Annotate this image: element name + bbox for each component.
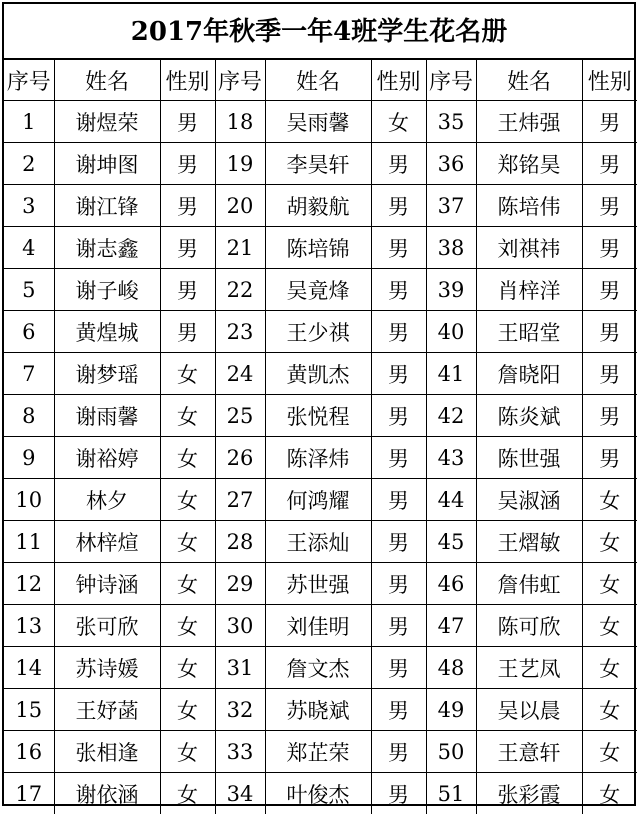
- student-name: 王昭堂: [476, 311, 582, 353]
- student-number: 12: [4, 563, 54, 605]
- table-row: [4, 311, 637, 353]
- student-gender: 男: [371, 647, 426, 689]
- table-row: [4, 353, 637, 395]
- student-name: 吴以晨: [476, 689, 582, 731]
- header-gender: 性别: [582, 60, 637, 101]
- student-name: 黄煌城: [54, 311, 160, 353]
- student-gender: 男: [371, 521, 426, 563]
- student-name: 李昊轩: [265, 143, 371, 185]
- student-gender: 男: [371, 311, 426, 353]
- student-name: 王艺凤: [476, 647, 582, 689]
- student-number: 10: [4, 479, 54, 521]
- student-number: 7: [4, 353, 54, 395]
- student-name: 苏晓斌: [265, 689, 371, 731]
- student-gender: 女: [582, 479, 637, 521]
- student-gender: 男: [371, 563, 426, 605]
- student-name: 刘佳明: [265, 605, 371, 647]
- student-gender: 男: [582, 101, 637, 143]
- header-gender: 性别: [160, 60, 215, 101]
- student-gender: 男: [582, 311, 637, 353]
- student-gender: 女: [160, 731, 215, 773]
- table-row: [4, 227, 637, 269]
- student-number: 19: [215, 143, 265, 185]
- student-number: 40: [426, 311, 476, 353]
- student-gender: 女: [582, 521, 637, 563]
- student-gender: 女: [160, 773, 215, 814]
- student-name: 王添灿: [265, 521, 371, 563]
- student-number: 48: [426, 647, 476, 689]
- student-number: 35: [426, 101, 476, 143]
- student-number: 34: [215, 773, 265, 814]
- student-number: 36: [426, 143, 476, 185]
- student-name: 吴竟烽: [265, 269, 371, 311]
- student-number: 5: [4, 269, 54, 311]
- table-row: [4, 269, 637, 311]
- student-number: 27: [215, 479, 265, 521]
- student-gender: 女: [582, 647, 637, 689]
- student-number: 32: [215, 689, 265, 731]
- student-number: 13: [4, 605, 54, 647]
- student-gender: 男: [371, 395, 426, 437]
- student-name: 谢梦瑶: [54, 353, 160, 395]
- student-name: 林夕: [54, 479, 160, 521]
- student-gender: 男: [371, 269, 426, 311]
- student-gender: 男: [582, 353, 637, 395]
- student-name: 谢江锋: [54, 185, 160, 227]
- student-name: 陈培锦: [265, 227, 371, 269]
- student-gender: 男: [371, 185, 426, 227]
- student-number: 30: [215, 605, 265, 647]
- header-name: 姓名: [476, 60, 582, 101]
- student-name: 苏诗媛: [54, 647, 160, 689]
- table-row: [4, 437, 637, 479]
- student-number: 44: [426, 479, 476, 521]
- student-gender: 男: [160, 101, 215, 143]
- header-number: 序号: [215, 60, 265, 101]
- student-name: 谢依涵: [54, 773, 160, 814]
- student-name: 王炜强: [476, 101, 582, 143]
- header-row: [4, 60, 637, 101]
- student-name: 苏世强: [265, 563, 371, 605]
- student-name: 陈世强: [476, 437, 582, 479]
- student-gender: 男: [160, 227, 215, 269]
- header-number: 序号: [426, 60, 476, 101]
- student-number: 4: [4, 227, 54, 269]
- student-name: 陈泽炜: [265, 437, 371, 479]
- student-gender: 女: [582, 563, 637, 605]
- student-gender: 男: [582, 185, 637, 227]
- student-name: 郑芷荣: [265, 731, 371, 773]
- table-row: [4, 563, 637, 605]
- student-gender: 女: [160, 437, 215, 479]
- student-number: 33: [215, 731, 265, 773]
- student-gender: 男: [582, 395, 637, 437]
- student-name: 刘祺祎: [476, 227, 582, 269]
- table-row: [4, 605, 637, 647]
- student-name: 张相逢: [54, 731, 160, 773]
- student-gender: 男: [582, 269, 637, 311]
- student-gender: 女: [160, 521, 215, 563]
- table-row: [4, 689, 637, 731]
- student-gender: 女: [160, 353, 215, 395]
- student-number: 6: [4, 311, 54, 353]
- table-row: [4, 731, 637, 773]
- student-number: 28: [215, 521, 265, 563]
- header-name: 姓名: [265, 60, 371, 101]
- student-number: 45: [426, 521, 476, 563]
- student-name: 林梓煊: [54, 521, 160, 563]
- student-name: 郑铭昊: [476, 143, 582, 185]
- student-name: 谢子峻: [54, 269, 160, 311]
- student-number: 39: [426, 269, 476, 311]
- student-number: 9: [4, 437, 54, 479]
- student-number: 1: [4, 101, 54, 143]
- student-number: 16: [4, 731, 54, 773]
- table-row: [4, 521, 637, 563]
- student-number: 38: [426, 227, 476, 269]
- student-name: 王少祺: [265, 311, 371, 353]
- roster-table: [4, 60, 637, 814]
- student-name: 叶俊杰: [265, 773, 371, 814]
- student-name: 张可欣: [54, 605, 160, 647]
- student-name: 詹晓阳: [476, 353, 582, 395]
- student-gender: 男: [371, 227, 426, 269]
- student-name: 黄凯杰: [265, 353, 371, 395]
- student-gender: 男: [371, 731, 426, 773]
- student-number: 49: [426, 689, 476, 731]
- student-number: 20: [215, 185, 265, 227]
- student-number: 51: [426, 773, 476, 814]
- student-gender: 男: [371, 605, 426, 647]
- student-gender: 女: [371, 101, 426, 143]
- student-number: 22: [215, 269, 265, 311]
- table-row: [4, 143, 637, 185]
- student-number: 18: [215, 101, 265, 143]
- student-name: 胡毅航: [265, 185, 371, 227]
- student-gender: 男: [371, 689, 426, 731]
- student-number: 21: [215, 227, 265, 269]
- student-number: 37: [426, 185, 476, 227]
- table-row: [4, 185, 637, 227]
- student-number: 2: [4, 143, 54, 185]
- student-gender: 男: [371, 773, 426, 814]
- student-number: 31: [215, 647, 265, 689]
- student-gender: 女: [160, 563, 215, 605]
- student-number: 11: [4, 521, 54, 563]
- student-gender: 女: [160, 479, 215, 521]
- student-gender: 女: [160, 689, 215, 731]
- student-name: 张彩霞: [476, 773, 582, 814]
- header-name: 姓名: [54, 60, 160, 101]
- student-gender: 女: [582, 689, 637, 731]
- student-name: 谢裕婷: [54, 437, 160, 479]
- student-name: 张悦程: [265, 395, 371, 437]
- student-gender: 男: [582, 227, 637, 269]
- student-number: 42: [426, 395, 476, 437]
- student-number: 46: [426, 563, 476, 605]
- student-name: 谢坤图: [54, 143, 160, 185]
- student-number: 23: [215, 311, 265, 353]
- table-row: [4, 395, 637, 437]
- student-gender: 男: [160, 143, 215, 185]
- student-number: 24: [215, 353, 265, 395]
- student-name: 吴雨馨: [265, 101, 371, 143]
- student-gender: 女: [582, 773, 637, 814]
- student-gender: 男: [371, 143, 426, 185]
- student-gender: 女: [582, 605, 637, 647]
- student-name: 王意轩: [476, 731, 582, 773]
- student-gender: 女: [160, 647, 215, 689]
- student-gender: 男: [582, 143, 637, 185]
- student-number: 3: [4, 185, 54, 227]
- roster-sheet: [2, 2, 636, 806]
- roster-body: [4, 101, 637, 814]
- table-row: [4, 773, 637, 814]
- student-number: 50: [426, 731, 476, 773]
- student-number: 15: [4, 689, 54, 731]
- student-name: 詹伟虹: [476, 563, 582, 605]
- student-gender: 男: [160, 185, 215, 227]
- header-gender: 性别: [371, 60, 426, 101]
- student-gender: 女: [582, 731, 637, 773]
- student-name: 陈可欣: [476, 605, 582, 647]
- student-gender: 男: [160, 269, 215, 311]
- student-gender: 男: [160, 311, 215, 353]
- student-name: 谢煜荣: [54, 101, 160, 143]
- student-number: 47: [426, 605, 476, 647]
- student-number: 25: [215, 395, 265, 437]
- student-gender: 女: [160, 395, 215, 437]
- student-name: 谢志鑫: [54, 227, 160, 269]
- header-number: 序号: [4, 60, 54, 101]
- table-row: [4, 647, 637, 689]
- student-number: 29: [215, 563, 265, 605]
- roster-title: 2017年秋季一年4班学生花名册: [4, 4, 634, 60]
- student-name: 王妤菡: [54, 689, 160, 731]
- student-name: 吴淑涵: [476, 479, 582, 521]
- student-number: 14: [4, 647, 54, 689]
- student-name: 谢雨馨: [54, 395, 160, 437]
- student-name: 陈培伟: [476, 185, 582, 227]
- student-number: 43: [426, 437, 476, 479]
- student-name: 何鸿耀: [265, 479, 371, 521]
- student-name: 詹文杰: [265, 647, 371, 689]
- table-row: [4, 101, 637, 143]
- table-row: [4, 479, 637, 521]
- student-name: 肖梓洋: [476, 269, 582, 311]
- student-gender: 男: [371, 437, 426, 479]
- student-number: 8: [4, 395, 54, 437]
- student-number: 26: [215, 437, 265, 479]
- student-gender: 男: [582, 437, 637, 479]
- student-name: 钟诗涵: [54, 563, 160, 605]
- student-gender: 男: [371, 353, 426, 395]
- student-number: 17: [4, 773, 54, 814]
- student-gender: 男: [371, 479, 426, 521]
- student-number: 41: [426, 353, 476, 395]
- student-name: 王熠敏: [476, 521, 582, 563]
- student-gender: 女: [160, 605, 215, 647]
- student-name: 陈炎斌: [476, 395, 582, 437]
